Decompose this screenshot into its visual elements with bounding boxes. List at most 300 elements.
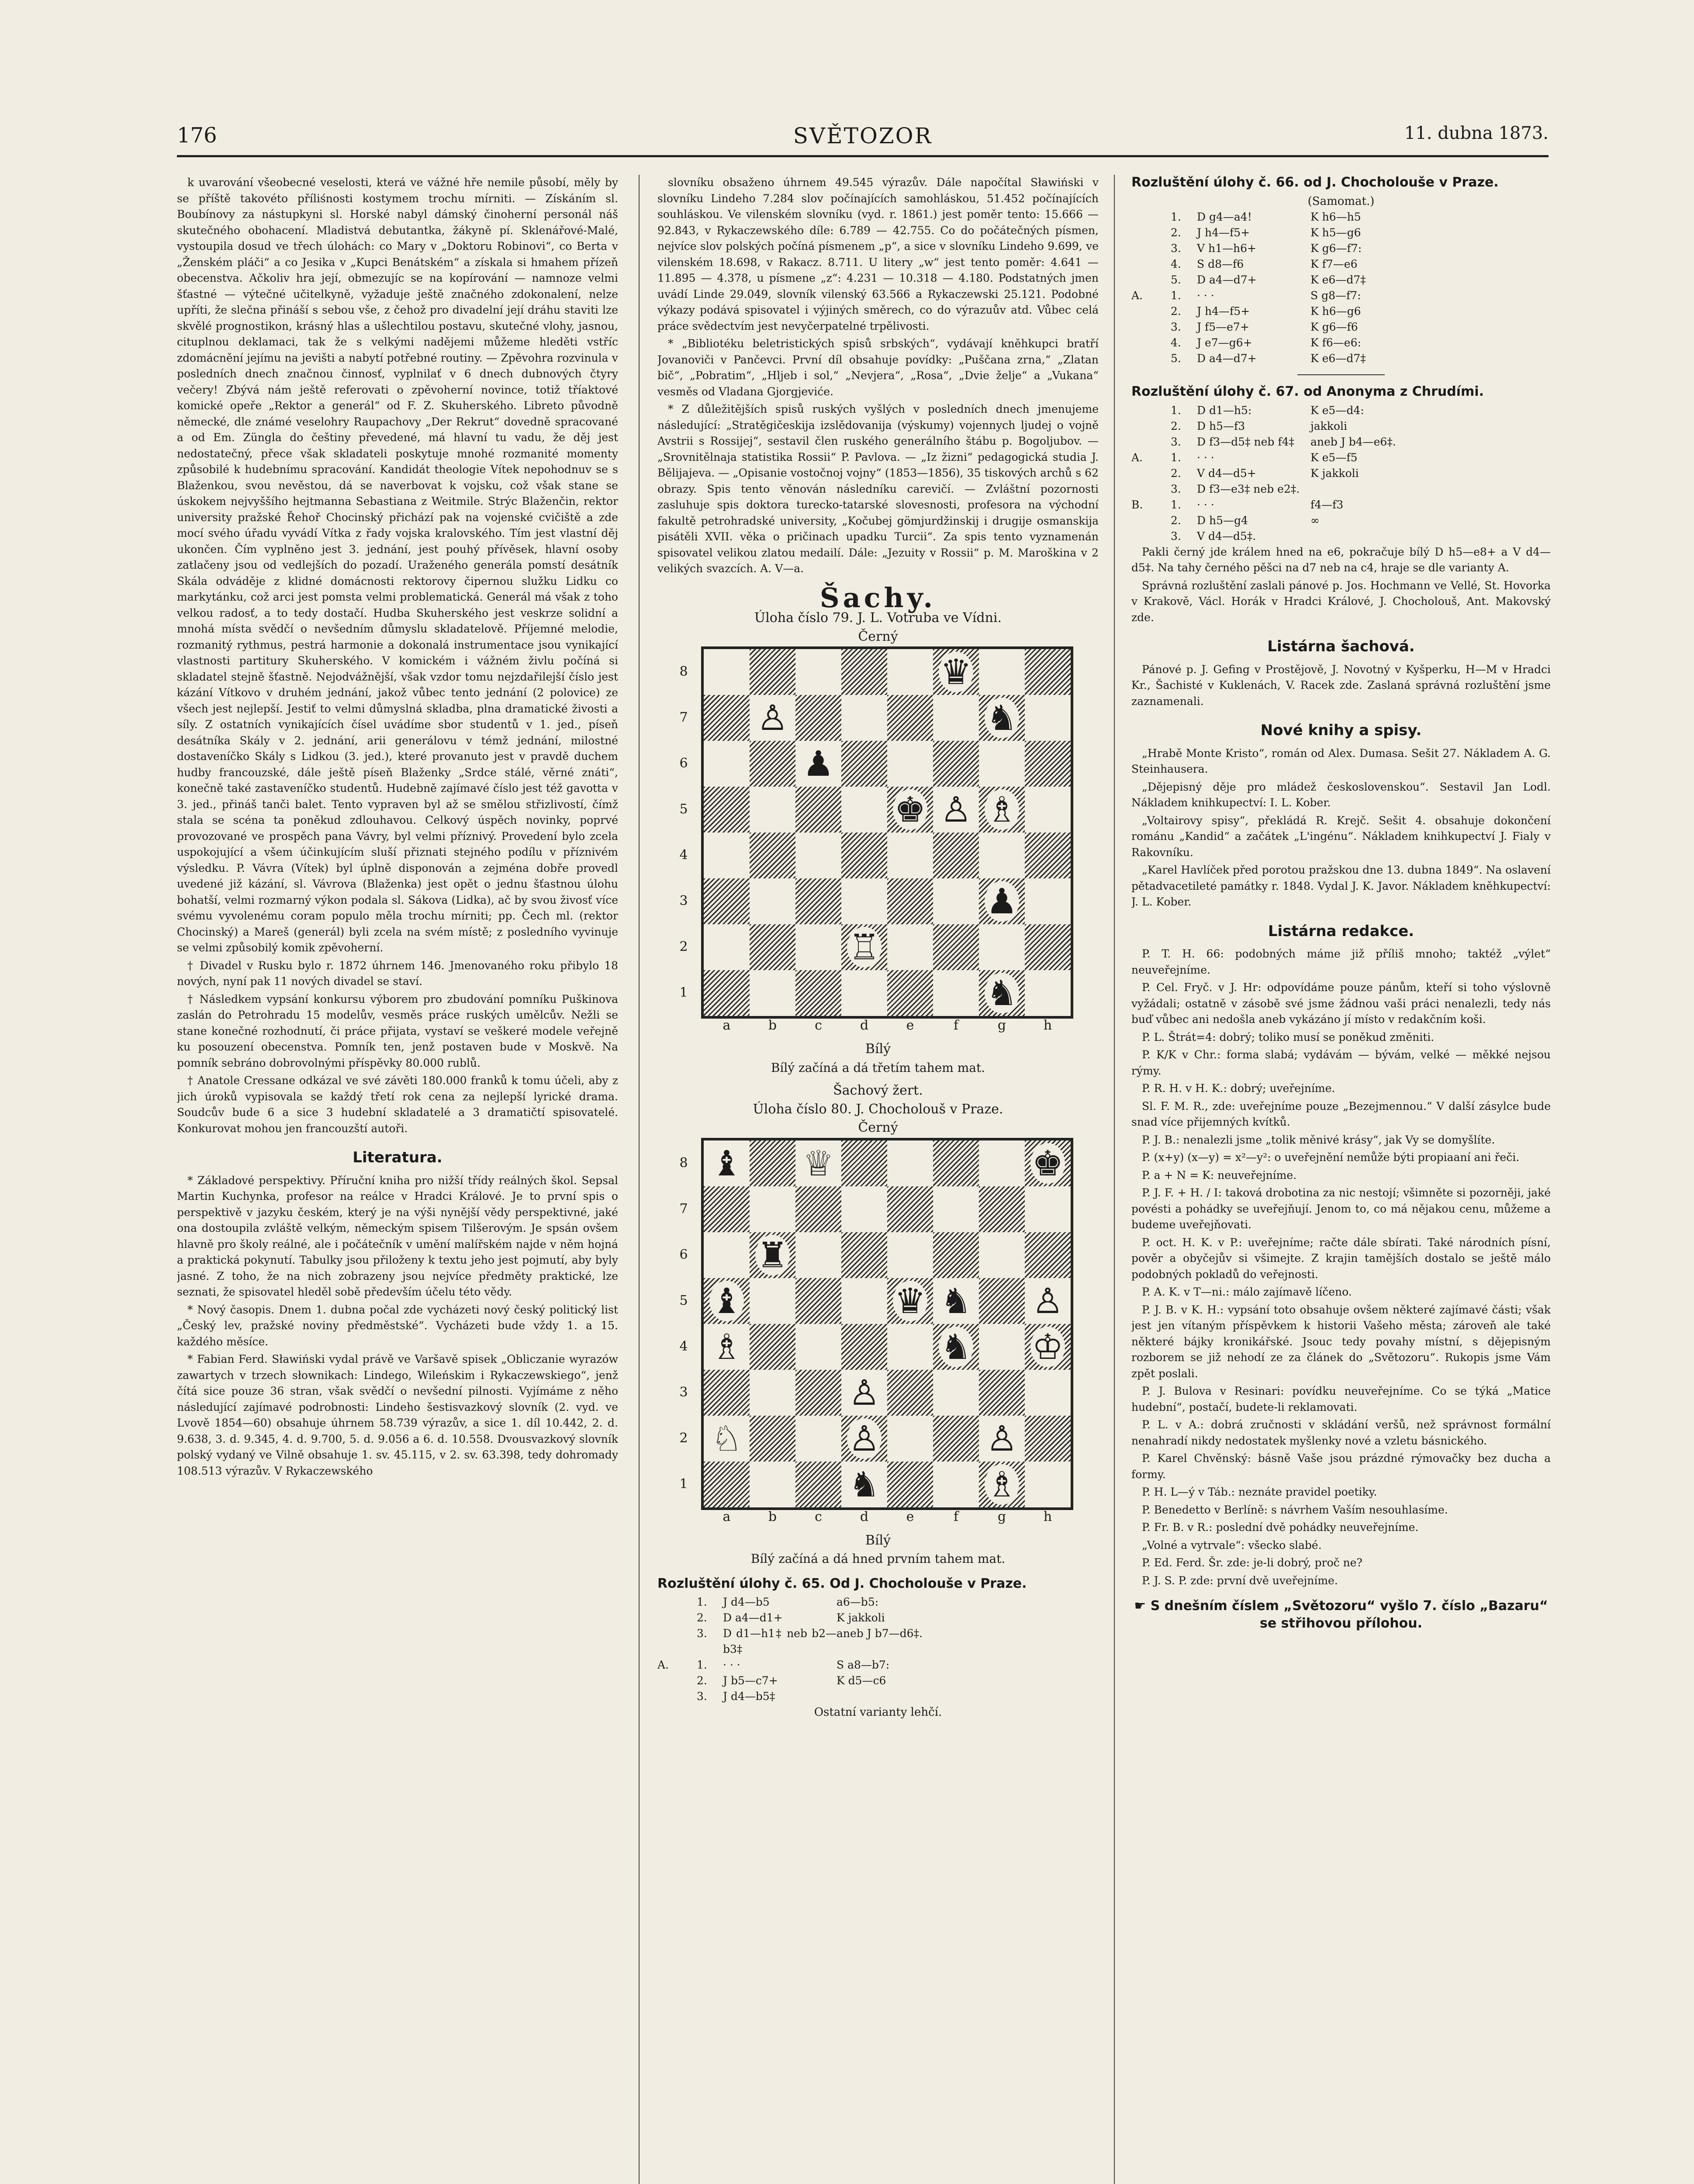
move-cell: 3. <box>1171 529 1181 543</box>
piece-glyph: ♚ <box>1030 1143 1065 1184</box>
board-square <box>795 1324 841 1370</box>
board-square <box>750 741 795 787</box>
chess-piece <box>979 1416 1025 1462</box>
editor-reply: P. oct. H. K. v P.: uveřejníme; račte dále sbírati. Také národních písní, pověr a obyčejův si všimejte. Z krajin tamějších dostalo se ještě málo podobných pokladů do veřejnosti. <box>1131 1236 1551 1281</box>
board-square <box>979 1232 1025 1278</box>
move-cell: 3. <box>697 1690 707 1703</box>
move-cell: · · · <box>723 1659 740 1671</box>
piece-glyph: ♚ <box>893 789 928 830</box>
solution-move-row <box>1131 304 1551 319</box>
chess-piece <box>933 1278 979 1324</box>
chess-piece <box>979 695 1025 741</box>
board-square <box>750 1278 795 1324</box>
piece-glyph: ♞ <box>939 1327 974 1367</box>
move-cell <box>1310 529 1551 544</box>
board-square <box>750 649 795 695</box>
file-label: c <box>815 1018 822 1033</box>
book-item: „Karel Havlíček před porotou pražskou dne 13. dubna 1849“. Na oslavení pětadvacetileté památky r. 1848. Vydal J. K. Javor. Nákladem kněhkupectví: J. L. Kober. <box>1131 864 1551 908</box>
move-cell: 4. <box>1171 336 1181 349</box>
move-cell: A. <box>1131 451 1143 464</box>
board-square <box>933 833 979 878</box>
board-square <box>750 1140 795 1186</box>
piece-glyph: ♛ <box>893 1281 928 1321</box>
move-cell: 1. <box>1171 289 1181 302</box>
solution-move-row <box>1131 497 1551 513</box>
rank-label: 2 <box>679 1430 688 1446</box>
solution-move-row <box>1131 529 1551 544</box>
solution-move-row <box>1131 225 1551 241</box>
move-cell <box>657 1673 697 1689</box>
move-cell: 1. <box>697 1596 707 1608</box>
chess-piece <box>979 878 1025 924</box>
listarna-sachova-text: Pánové p. J. Gefing v Prostějově, J. Novotný v Kyšperku, H—M v Hradci Kr., Šachisté v Kuklenách, V. Racek zde. Zaslaná správná rozluštění jsme zaznamenali. <box>1131 663 1551 708</box>
board-square <box>704 1186 750 1232</box>
move-cell: D d1—h1‡ neb b2—b3‡ <box>723 1627 837 1655</box>
move-cell: 2. <box>1171 514 1181 527</box>
board-square <box>979 1370 1025 1416</box>
move-cell: 2. <box>697 1611 707 1624</box>
chess-piece <box>933 1324 979 1370</box>
board-square <box>704 833 750 878</box>
move-cell <box>837 1689 1099 1704</box>
chess-piece <box>750 695 795 741</box>
board-square <box>887 1140 933 1186</box>
board-square <box>887 1186 933 1232</box>
move-cell: K h6—h5 <box>1310 211 1361 223</box>
move-cell <box>657 1610 697 1626</box>
chess-piece <box>841 1462 887 1507</box>
chess-board-79 <box>657 646 1099 1040</box>
move-cell: S d8—f6 <box>1197 258 1244 270</box>
move-cell <box>1310 481 1551 497</box>
file-label: a <box>723 1018 731 1033</box>
rank-label: 8 <box>679 664 688 679</box>
move-cell: D h5—f3 <box>1197 419 1245 432</box>
editor-reply: P. Fr. B. v R.: poslední dvě pohádky neuveřejníme. <box>1142 1521 1419 1534</box>
rank-label: 7 <box>679 710 688 725</box>
file-label: g <box>997 1018 1006 1033</box>
board-square <box>795 1370 841 1416</box>
move-cell: K e6—d7‡ <box>1310 352 1366 365</box>
board-square <box>1025 1232 1071 1278</box>
move-cell: ∞ <box>1310 514 1320 527</box>
move-cell: D a4—d7+ <box>1197 352 1257 365</box>
board-square <box>750 1186 795 1232</box>
board-square <box>704 695 750 741</box>
move-cell: D h5—g4 <box>1197 514 1248 527</box>
editor-reply: „Volné a vytrvale“: všecko slabé. <box>1142 1538 1322 1552</box>
solution-move-row <box>657 1594 1099 1610</box>
solution-65-title: Rozluštění úlohy č. 65. Od J. Chocholouše v Praze. <box>657 1576 1027 1591</box>
piece-glyph: ♞ <box>847 1464 882 1505</box>
solution-move-row <box>657 1673 1099 1689</box>
board-square <box>1025 787 1071 833</box>
board-square <box>795 1278 841 1324</box>
literature-paragraph: * Nový časopis. Dnem 1. dubna počal zde vycházeti nový český politický list „Český lev, pražské noviny předměstské“. Vycházeti bude vždy 1. a 15. každého měsíce. <box>177 1303 618 1348</box>
article-paragraph: slovníku obsaženo úhrnem 49.545 výrazův. Dále napočítal Sławiński v slovníku Lindeho 7.284 slov počínajících samohláskou, 51.452 počínajících souhláskou. Ve vilenském slovníku (vyd. r. 1861.) jest poměr tento: 15.666 — 92.843, v Rykaczewského díle: 6.789 — 42.755. Co do počátečných písmen, nejvíce slov polských počíná písmenem „p“, a sice v slovníku Lindeho 9.699, ve vilenském 18.698, v Rakacz. 8.711. U litery „w“ jest tento poměr: 4.641 — 11.895 — 4.378, u písmene „z“: 4.231 — 10.318 — 4.180. Podstatných jmen uvádí Linde 29.049, slovník vilenský 63.566 a Rykaczewski 25.121. Podobné výkazy podává spisovatel i výjiných směrech, co do výrazuův atd. Vůbec celá práce svědectvím jest nevyčerpatelné trpělivosti. <box>657 176 1099 332</box>
rank-label: 4 <box>679 847 688 863</box>
file-label: g <box>997 1509 1006 1524</box>
literature-paragraph: * Fabian Ferd. Sławiński vydal právě ve Varšavě spisek „Obliczanie wyrazów zawartych v trzech słownikach: Lindego, Wileńskim i Rykaczewskiego“, jenž čítá sice pouze 36 stran, však svědčí o nevšední pilnosti. Vyjímáme z něho následující zajímavé podrobnosti: Lindeho šestisvazkový slovník (2. vyd. ve Lvově 1854—60) obsahuje úhrnem 58.739 výrazův, a sice 1. díl 10.442, 2. d. 9.638, 3. d. 9.345, 4. d. 9.700, 5. d. 9.056 a 6. d. 10.558. Dvousvazkový slovník polský vydaný ve Vilně obsahuje 1. sv. 45.115, v 2. sv. 63.398, tedy dohromady 108.513 výrazův. V Rykaczewského <box>177 1353 618 1477</box>
piece-glyph: ♞ <box>985 973 1020 1013</box>
board-square <box>704 924 750 970</box>
move-cell <box>1131 418 1171 434</box>
solution-move-row <box>1131 513 1551 529</box>
rank-label: 6 <box>679 756 688 771</box>
move-cell <box>1131 403 1171 418</box>
piece-glyph: ♗ <box>709 1327 744 1367</box>
chess-piece <box>750 1232 795 1278</box>
move-cell <box>1131 241 1171 256</box>
board-square <box>1025 878 1071 924</box>
white-label: Bílý <box>865 1532 891 1548</box>
editor-reply: P. (x+y) (x—y) = x²—y²: o uveřejnění nemůže býti propiaaní ani řeči. <box>1142 1151 1520 1164</box>
board-square <box>795 1232 841 1278</box>
move-cell: 1. <box>697 1659 707 1671</box>
board-square <box>841 787 887 833</box>
board-square <box>979 1186 1025 1232</box>
editor-reply: P. A. K. v T—ni.: málo zajímavě líčeno. <box>1142 1286 1352 1298</box>
board-square <box>841 833 887 878</box>
move-cell: J d4—b5‡ <box>723 1690 775 1703</box>
move-cell <box>1131 434 1171 450</box>
chess-piece <box>979 787 1025 833</box>
move-cell <box>1131 335 1171 351</box>
board-square <box>750 970 795 1016</box>
board-square <box>750 1416 795 1462</box>
solution-move-row <box>1131 335 1551 351</box>
move-cell: 1. <box>1171 404 1181 417</box>
editor-reply: P. a + N = K: neuveřejníme. <box>1142 1168 1297 1182</box>
solution-move-row <box>1131 272 1551 288</box>
board-square <box>795 833 841 878</box>
file-label: d <box>860 1018 869 1033</box>
board-square <box>750 787 795 833</box>
file-label: f <box>953 1509 959 1524</box>
editor-reply: P. K/K v Chr.: forma slabá; vydávám — bývám, velké — měkké nejsou rýmy. <box>1131 1048 1551 1077</box>
solution-move-row <box>1131 466 1551 481</box>
article-paragraph: † Divadel v Rusku bylo r. 1872 úhrnem 146. Jmenovaného roku přibylo 18 nových, nyní pak 11 nových divadel se staví. <box>177 959 618 988</box>
piece-glyph: ♙ <box>985 1418 1020 1459</box>
rank-label: 5 <box>679 802 688 817</box>
solution-move-row <box>657 1689 1099 1704</box>
chess-piece <box>1025 1324 1071 1370</box>
move-cell: K d5—c6 <box>837 1674 886 1687</box>
piece-glyph: ♛ <box>939 652 974 692</box>
book-item: „Dějepisný děje pro mládež československou“. Sestavil Jan Lodl. Nákladem knihkupectví: I. L. Kober. <box>1131 780 1551 809</box>
solution-65-lines <box>657 1594 1099 1704</box>
file-label: e <box>906 1018 914 1033</box>
white-label: Bílý <box>865 1041 891 1057</box>
move-cell: V d4—d5‡. <box>1197 529 1256 543</box>
board-square <box>933 1232 979 1278</box>
board-grid <box>701 646 1073 1019</box>
problem-80-heading: Úloha číslo 80. J. Chocholouš v Praze. <box>753 1101 1003 1117</box>
move-cell: 2. <box>1171 226 1181 239</box>
article-paragraph: * Z důležitějších spisů ruských vyšlých v posledních dnech jmenujeme následující: „Stratěgičeskija izslědovanija (výskumy) vojennych ljudej o vojně Avstrii s Rossijej“, sestavil člen ruského generálního štábu p. Bogoljubov. — „Srovnitělnaja statistika Rossii“ P. Pavlova. — „Iz žizni“ pedagogická studia J. Bělijajeva. — „Opisanie vostočnoj vojny“ (1853—1856), 35 tiskových archů s 62 obrazy. Spis tento věnován následníku carevičí. — Zvláštní pozornosti zasluhuje spis doktora turecko-tatarské slovesnosti, profesora na východní fakultě petrohradské university, „Kočubej gömjurdžinskij i drugije osmanskija pisátěli XVII. věka o pričinach upadku Turcii“. Za spis tento vyznamenán spisovatel velikou zlatou medailí. Dále: „Jezuity v Rossii“ p. M. Maroškina v 2 velikých svazcích. A. V—a. <box>657 403 1099 575</box>
board-square <box>979 833 1025 878</box>
black-label: Černý <box>858 629 898 644</box>
board-square <box>887 695 933 741</box>
move-cell: aneb J b4—e6‡. <box>1310 435 1396 448</box>
issue-date: 11. dubna 1873. <box>1404 123 1549 143</box>
file-label: c <box>815 1509 822 1524</box>
rank-label: 3 <box>679 893 688 909</box>
board-square <box>795 649 841 695</box>
problem-79-heading: Úloha číslo 79. J. L. Votruba ve Vídni. <box>754 610 1002 625</box>
move-cell: K f7—e6 <box>1310 258 1358 270</box>
move-cell: 3. <box>1171 435 1181 448</box>
move-cell: 3. <box>1171 482 1181 495</box>
piece-glyph: ♝ <box>709 1281 744 1321</box>
move-cell: 3. <box>1171 321 1181 333</box>
move-cell <box>657 1594 697 1610</box>
rank-label: 4 <box>679 1338 688 1354</box>
solution-move-row <box>1131 241 1551 256</box>
chess-piece <box>795 1140 841 1186</box>
board-square <box>933 695 979 741</box>
move-cell: K e5—d4: <box>1310 404 1364 417</box>
move-cell <box>1131 209 1171 225</box>
file-label: b <box>768 1018 777 1033</box>
solution-67-text: Pakli černý jde králem hned na e6, pokračuje bílý D h5—e8+ a V d4—d5‡. Na tahy černého pěšci na d7 neb na c4, hraje se dle varianty A. <box>1131 545 1551 574</box>
move-cell: B. <box>1131 498 1143 511</box>
board-square <box>887 1324 933 1370</box>
problem-80-subheading: Šachový žert. <box>833 1083 923 1098</box>
piece-glyph: ♙ <box>939 789 974 830</box>
chess-board-80 <box>657 1138 1099 1531</box>
chess-piece <box>1025 1140 1071 1186</box>
move-cell: J h4—f5+ <box>1197 305 1250 318</box>
literatura-heading: Literatura. <box>353 1149 443 1166</box>
file-label: e <box>906 1509 914 1524</box>
solution-move-row <box>1131 418 1551 434</box>
column-divider <box>639 175 640 2184</box>
move-cell: J h4—f5+ <box>1197 226 1250 239</box>
move-cell: D g4—a4! <box>1197 211 1252 223</box>
board-square <box>795 787 841 833</box>
black-label: Černý <box>858 1120 898 1135</box>
board-square <box>979 741 1025 787</box>
board-square <box>933 1186 979 1232</box>
board-square <box>795 1186 841 1232</box>
board-square <box>933 970 979 1016</box>
board-square <box>750 833 795 878</box>
rank-label: 6 <box>679 1247 688 1262</box>
move-cell: J e7—g6+ <box>1197 336 1252 349</box>
board-square <box>1025 833 1071 878</box>
chess-piece <box>933 787 979 833</box>
move-cell: K jakkoli <box>837 1611 885 1624</box>
move-cell: K e6—d7‡ <box>1310 273 1366 286</box>
move-cell: D d1—h5: <box>1197 404 1252 417</box>
board-square <box>795 1416 841 1462</box>
editor-reply: P. Ed. Ferd. Šr. zde: je-li dobrý, proč ne? <box>1142 1556 1362 1569</box>
piece-glyph: ♜ <box>755 1235 790 1275</box>
editor-reply: P. J. B. v K. H.: vypsání toto obsahuje ovšem některé zajímavé části; však jest jen vítaným příspěvkem k historii Vašeho města; zároveň ale také některé bájky kronikářské. Jsouc tedy povahy místní, s dějepisným rozborem se již nehodí ze za článek do „Světozoru“. Rukopis jsme Vám zpět poslali. <box>1131 1303 1551 1380</box>
move-cell: 2. <box>1171 305 1181 318</box>
board-grid <box>701 1138 1073 1510</box>
file-label: h <box>1043 1018 1052 1033</box>
solution-move-row <box>657 1626 1099 1657</box>
board-square <box>933 1140 979 1186</box>
move-cell <box>1131 351 1171 366</box>
board-square <box>841 878 887 924</box>
literature-paragraph: * Základové perspektivy. Příruční kniha pro nižší třídy reálných škol. Sepsal Martin Kuchynka, profesor na reálce v Hradci Králové. Je to první spis o perspektivě v jazyku českém, který je na výši nynější vědy perspektivné, jaké ona dostoupila zvláště velkým, německým spisem Tilšerovým. Je spsán ovšem hlavně pro školy reálné, ale i počátečník v umění malířském najde v něm hojná a praktická pokynutí. Tabulky jsou přiloženy k textu jeho jest pojmutí, aby byly jasné. Z toho, že na nich zobrazeny jsou nejvíce předměty praktické, lze seznati, že spisovatel hleděl sobě především účelu této vědy. <box>177 1174 618 1298</box>
piece-glyph: ♙ <box>847 1418 882 1459</box>
move-cell: D f3—e3‡ neb e2‡. <box>1197 482 1300 495</box>
move-cell: 5. <box>1171 273 1181 286</box>
editor-reply: P. T. H. 66: podobných máme již příliš mnoho; taktéž „výlet“ neuveřejníme. <box>1131 947 1551 976</box>
rank-label: 7 <box>679 1201 688 1216</box>
chess-piece <box>887 787 933 833</box>
piece-glyph: ♕ <box>801 1143 836 1184</box>
board-square <box>933 741 979 787</box>
chess-heading: Šachy. <box>819 581 937 614</box>
listarna-redakce-items <box>1131 946 1551 1589</box>
move-cell: 2. <box>1171 467 1181 480</box>
editor-reply: P. J. B.: nenalezli jsme „tolik měnivé krásy“, jak Vy se domyšlíte. <box>1142 1133 1495 1146</box>
bazar-notice: ☛ S dnešním číslem „Světozoru“ vyšlo 7. číslo „Bazaru“ se střihovou přílohou. <box>1134 1598 1548 1631</box>
article-paragraph: * „Bibliotéku beletristických spisů srbských“, vydávají kněhkupci bratří Jovanoviči v Pančevci. První díl obsahuje povídky: „Puščana zrna,“ „Zlatan bič“, „Pobratim“, „Hljeb i sol,“ „Nevjera“, „Rosa“, „Dvie želje“ a „Vukana“ vesměs od Vladana Gjorgjeviće. <box>657 337 1099 398</box>
solution-66-subtitle: (Samomat.) <box>1307 194 1375 208</box>
article-paragraph: † Následkem vypsání konkursu výborem pro zbudování pomníku Puškinova zaslán do Petrohradu 15 modelův, vesměs práce ruských umělcův. Nežli se stane konečné rozhodnutí, či práce přijata, vystaví se veškeré modele veřejně ku posouzení obecenstva. Pomník ten, jenž postaven bude v Moskvě. Na pomník sebráno dobrovolnými příspěvky 80.000 rublů. <box>177 992 618 1069</box>
board-square <box>841 695 887 741</box>
rank-label: 1 <box>679 985 688 1000</box>
file-label: b <box>768 1509 777 1524</box>
piece-glyph: ♝ <box>709 1143 744 1184</box>
move-cell: K g6—f7: <box>1310 242 1362 255</box>
board-square <box>1025 1186 1071 1232</box>
move-cell: J b5—c7+ <box>723 1674 778 1687</box>
board-square <box>933 1416 979 1462</box>
board-square <box>1025 1416 1071 1462</box>
board-square <box>841 1324 887 1370</box>
board-square <box>750 1370 795 1416</box>
chess-piece <box>887 1278 933 1324</box>
board-square <box>841 741 887 787</box>
board-square <box>887 1370 933 1416</box>
move-cell: D a4—d1+ <box>723 1611 783 1624</box>
rank-label: 2 <box>679 939 688 954</box>
board-square <box>750 1462 795 1507</box>
board-square <box>979 649 1025 695</box>
piece-glyph: ♖ <box>847 927 882 968</box>
board-square <box>841 970 887 1016</box>
solution-move-row <box>1131 450 1551 466</box>
move-cell: K h6—g6 <box>1310 305 1361 318</box>
move-cell: S g8—f7: <box>1310 289 1361 302</box>
board-square <box>795 1462 841 1507</box>
editor-reply: P. J. F. + H. / I: taková drobotina za nic nestojí; všimněte si pozorněji, jaké povésti a pohádky se uveřejňují. Jenom to, co má nějakou cenu, můžeme a budeme uveřejňovati. <box>1131 1186 1551 1231</box>
move-cell <box>1131 319 1171 335</box>
move-cell: A. <box>657 1659 669 1671</box>
board-square <box>979 1140 1025 1186</box>
header-rule <box>177 155 1549 157</box>
editor-reply: P. J. Bulova v Resinari: povídku neuveřejníme. Co se týká „Matice hudební“, postačí, budete-li reklamovati. <box>1131 1385 1551 1413</box>
chess-piece <box>704 1416 750 1462</box>
board-square <box>704 970 750 1016</box>
move-cell <box>1131 256 1171 272</box>
chess-piece <box>841 1370 887 1416</box>
solution-move-row <box>657 1610 1099 1626</box>
piece-glyph: ♞ <box>985 698 1020 738</box>
solution-move-row <box>1131 351 1551 366</box>
board-square <box>795 924 841 970</box>
move-cell: J f5—e7+ <box>1197 321 1249 333</box>
move-cell: D a4—d7+ <box>1197 273 1257 286</box>
listarna-sachova-heading: Listárna šachová. <box>1267 638 1415 655</box>
board-square <box>1025 741 1071 787</box>
move-cell: 3. <box>1171 242 1181 255</box>
board-square <box>704 878 750 924</box>
article-paragraph: † Anatole Cressane odkázal ve své závěti 180.000 franků k tomu účeli, aby z jich úroků vypisovala se každý třetí rok cena za nejlepší lyrické drama. Soudcův bude 6 a sice 3 hudební skladatelé a 3 dramatičtí spisovatelé. Konkurovat mohou jen francouzští autoři. <box>177 1074 618 1135</box>
board-square <box>933 1462 979 1507</box>
editor-reply: P. J. S. P. zde: první dvě uveřejníme. <box>1142 1574 1338 1587</box>
move-cell <box>657 1626 697 1657</box>
editor-reply: P. R. H. v H. K.: dobrý; uveřejníme. <box>1142 1082 1335 1095</box>
chess-piece <box>979 970 1025 1016</box>
piece-glyph: ♘ <box>709 1418 744 1459</box>
move-cell: 3. <box>697 1627 707 1640</box>
solution-move-row <box>1131 209 1551 225</box>
listarna-redakce-heading: Listárna redakce. <box>1268 922 1414 940</box>
editor-reply: P. L. Štrát=4: dobrý; toliko musí se poněkud změniti. <box>1142 1030 1435 1044</box>
chess-piece <box>704 1324 750 1370</box>
piece-glyph: ♞ <box>939 1281 974 1321</box>
chess-piece <box>704 1140 750 1186</box>
board-square <box>1025 1370 1071 1416</box>
editor-reply: P. Cel. Fryč. v J. Hr: odpovídáme pouze pánům, kteří si toho výslovně vyžádali; ostatně v zásobě své jsme žádnou vaši práci nenalezli, tedy nás buď vůbec ani nedošla aneb vykázáno jí místo v redakčním koši. <box>1131 981 1551 1026</box>
board-square <box>795 970 841 1016</box>
column-divider <box>1114 175 1115 2184</box>
board-square <box>887 833 933 878</box>
solution-move-row <box>657 1657 1099 1673</box>
page-header <box>177 123 1549 154</box>
solution-move-row <box>1131 319 1551 335</box>
move-cell <box>657 1689 697 1704</box>
publication-title: SVĚTOZOR <box>793 123 933 149</box>
rank-label: 5 <box>679 1292 688 1308</box>
move-cell: 4. <box>1171 258 1181 270</box>
board-square <box>933 924 979 970</box>
move-cell: J d4—b5 <box>723 1596 770 1608</box>
board-square <box>887 741 933 787</box>
right-column <box>1131 175 1551 2184</box>
solution-move-row <box>1131 288 1551 304</box>
move-cell <box>1131 481 1171 497</box>
board-square <box>887 878 933 924</box>
piece-glyph: ♗ <box>985 789 1020 830</box>
left-column <box>177 175 618 2184</box>
solution-67-solvers: Správná rozluštění zaslali pánové p. Jos. Hochmann ve Vellé, St. Hovorka v Krakově, Václ. Horák v Hradci Králové, J. Chocholouš, Ant. Makovský zde. <box>1131 579 1551 624</box>
board-square <box>1025 695 1071 741</box>
board-square <box>841 1186 887 1232</box>
move-cell: K g6—f6 <box>1310 321 1358 333</box>
solution-65-note: Ostatní varianty lehčí. <box>814 1706 942 1719</box>
file-label: f <box>953 1018 959 1033</box>
move-cell: 1. <box>1171 451 1181 464</box>
board-square <box>887 1416 933 1462</box>
board-square <box>704 741 750 787</box>
piece-glyph: ♟ <box>985 881 1020 922</box>
move-cell: 1. <box>1171 211 1181 223</box>
file-label: h <box>1043 1509 1052 1524</box>
book-item: „Hrabě Monte Kristo“, román od Alex. Dumasa. Sešit 27. Nákladem A. G. Steinhausera. <box>1131 746 1551 775</box>
board-square <box>1025 970 1071 1016</box>
piece-glyph: ♗ <box>985 1464 1020 1505</box>
board-square <box>1025 649 1071 695</box>
